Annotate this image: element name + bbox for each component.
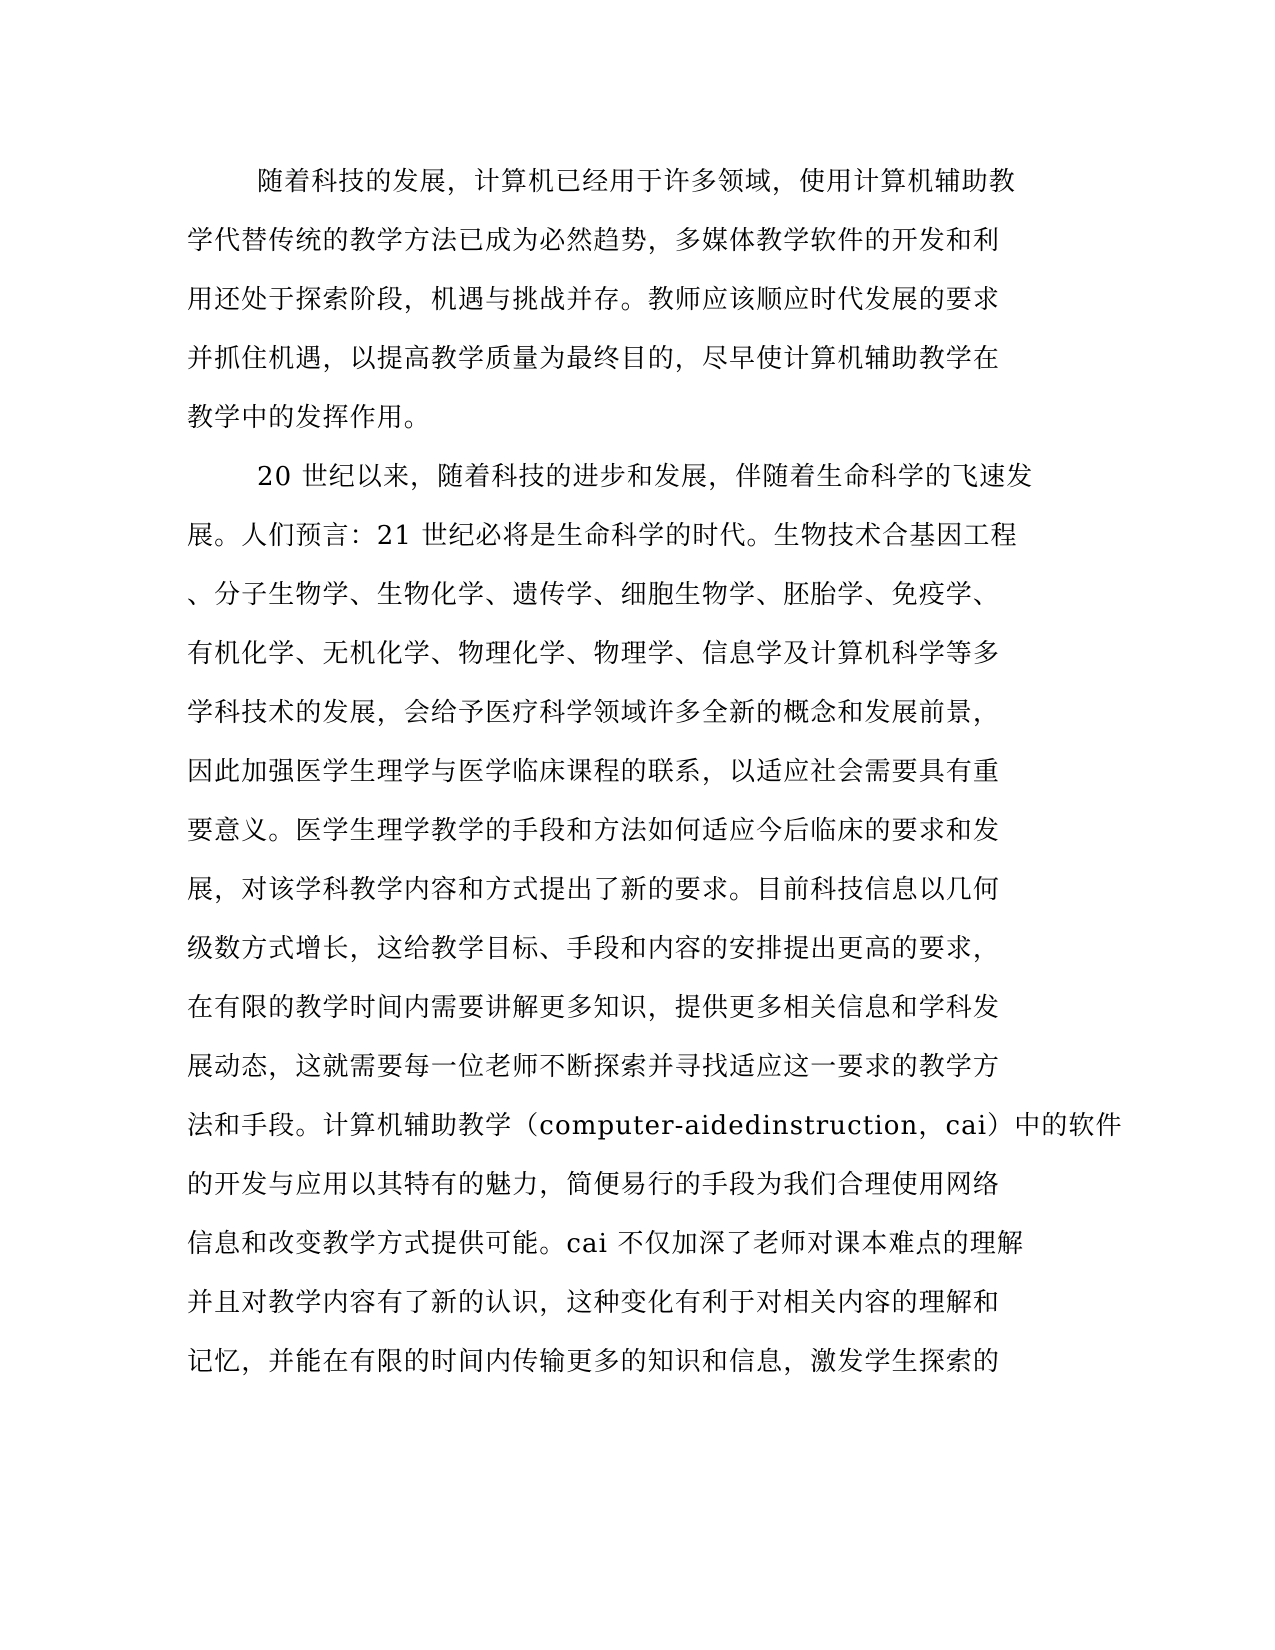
paragraph-line: 20 世纪以来，随着科技的进步和发展，伴随着生命科学的飞速发 xyxy=(257,462,1034,492)
paragraph-line: 用还处于探索阶段，机遇与挑战并存。教师应该顺应时代发展的要求 xyxy=(187,285,1001,315)
paragraph-line: 并且对教学内容有了新的认识，这种变化有利于对相关内容的理解和 xyxy=(187,1288,1001,1318)
paragraph-line: 法和手段。计算机辅助教学（computer-aidedinstruction，cai）中的软件 xyxy=(187,1111,1123,1141)
paragraph-line: 要意义。医学生理学教学的手段和方法如何适应今后临床的要求和发 xyxy=(187,816,1001,846)
paragraph-line: 展动态，这就需要每一位老师不断探索并寻找适应这一要求的教学方 xyxy=(187,1052,1001,1082)
paragraph-line: 有机化学、无机化学、物理化学、物理学、信息学及计算机科学等多 xyxy=(187,639,1001,669)
paragraph-line: 记忆，并能在有限的时间内传输更多的知识和信息，激发学生探索的 xyxy=(187,1347,1001,1377)
paragraph-line: 信息和改变教学方式提供可能。cai 不仅加深了老师对课本难点的理解 xyxy=(187,1229,1024,1259)
paragraph-line: 学科技术的发展，会给予医疗科学领域许多全新的概念和发展前景， xyxy=(187,698,1001,728)
paragraph-line: 级数方式增长，这给教学目标、手段和内容的安排提出更高的要求， xyxy=(187,934,1001,964)
paragraph-line: 在有限的教学时间内需要讲解更多知识，提供更多相关信息和学科发 xyxy=(187,993,1001,1023)
paragraph-line: 展，对该学科教学内容和方式提出了新的要求。目前科技信息以几何 xyxy=(187,875,1001,905)
paragraph-line: 因此加强医学生理学与医学临床课程的联系，以适应社会需要具有重 xyxy=(187,757,1001,787)
paragraph-line: 学代替传统的教学方法已成为必然趋势，多媒体教学软件的开发和利 xyxy=(187,226,1001,256)
paragraph-line: 、分子生物学、生物化学、遗传学、细胞生物学、胚胎学、免疫学、 xyxy=(187,580,1001,610)
paragraph-line: 教学中的发挥作用。 xyxy=(187,403,431,433)
paragraph-line: 并抓住机遇，以提高教学质量为最终目的，尽早使计算机辅助教学在 xyxy=(187,344,1001,374)
paragraph-line: 随着科技的发展，计算机已经用于许多领域，使用计算机辅助教 xyxy=(257,167,1016,197)
paragraph-line: 展。人们预言：21 世纪必将是生命科学的时代。生物技术合基因工程 xyxy=(187,521,1018,551)
paragraph-line: 的开发与应用以其特有的魅力，简便易行的手段为我们合理使用网络 xyxy=(187,1170,1001,1200)
